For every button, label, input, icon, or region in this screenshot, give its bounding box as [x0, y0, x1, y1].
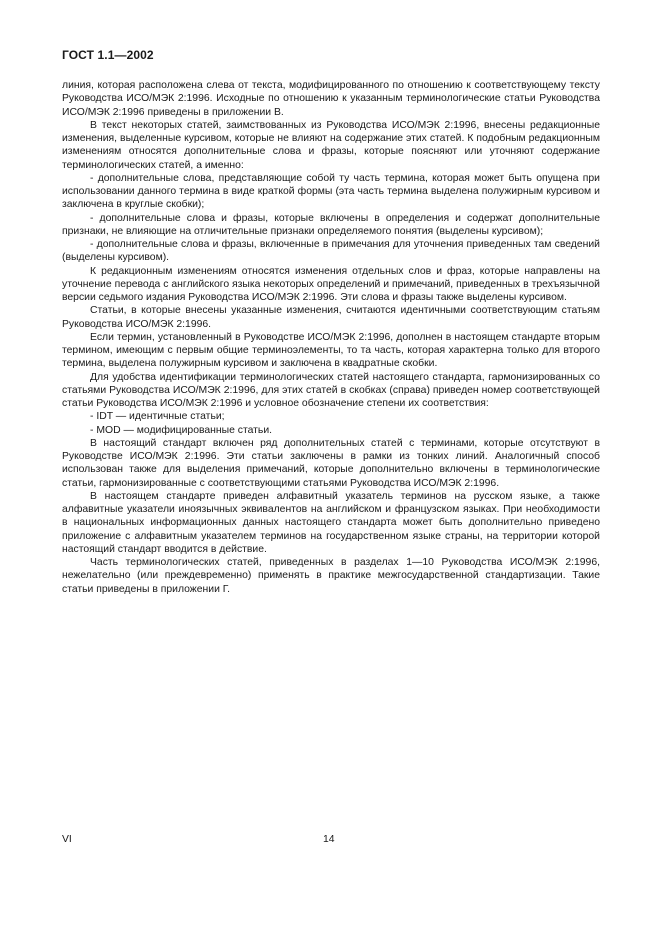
- paragraph: Если термин, установленный в Руководстве ИСО/МЭК 2:1996, дополнен в настоящем стандарте вторым термином, имеющим с первым общие терминоэлементы, то та часть, которая характерна только для второго термина, выделена полужирным курсивом и заключена в квадратные скобки.: [62, 331, 600, 370]
- paragraph: В настоящем стандарте приведен алфавитный указатель терминов на русском языке, а также алфавитные указатели иноязычных эквивалентов на английском и французском языках. При необходимости в национальных информационных данных настоящего стандарта может быть дополнительно приведено приложение с алфавитным указателем терминов на государственном языке страны, на территории которой настоящий стандарт вводится в действие.: [62, 490, 600, 555]
- list-item: - дополнительные слова, представляющие собой ту часть термина, которая может быть опущена при использовании данного термина в виде краткой формы (эта часть термина выделена полужирным курсивом и заключена в круглые скобки);: [62, 172, 600, 211]
- document-body: [62, 79, 600, 596]
- paragraph: Статьи, в которые внесены указанные изменения, считаются идентичными соответствующим статьям Руководства ИСО/МЭК 2:1996.: [62, 305, 600, 330]
- paragraph: В текст некоторых статей, заимствованных из Руководства ИСО/МЭК 2:1996, внесены редакционные изменения, выделенные курсивом, которые не влияют на содержание этих статей. К подобным редакционным изменениям относятся дополнительные слова и фразы, которые поясняют или уточняют содержание терминологических статей, а именно:: [62, 119, 600, 171]
- page-number: 14: [323, 834, 335, 845]
- list-item: - MOD — модифицированные статьи.: [90, 424, 273, 436]
- document-header: ГОСТ 1.1—2002: [62, 48, 154, 62]
- paragraph: Для удобства идентификации терминологических статей настоящего стандарта, гармонизированных со статьями Руководства ИСО/МЭК 2:1996, для этих статей в скобках (справа) приведен номер соответствующей статьи Руководства ИСО/МЭК 2:1996 и условное обозначение степени их соответствия:: [62, 371, 600, 409]
- list-item: - IDT — идентичные статьи;: [90, 411, 225, 423]
- paragraph: Часть терминологических статей, приведенных в разделах 1—10 Руководства ИСО/МЭК 2:1996, нежелательно (или преждевременно) применять в практике межгосударственной стандартизации. Такие статьи приведены в приложении Г.: [62, 557, 600, 595]
- list-item: - дополнительные слова и фразы, включенные в примечания для уточнения приведенных там сведений (выделены курсивом).: [62, 239, 600, 264]
- paragraph: В настоящий стандарт включен ряд дополнительных статей с терминами, которые отсутствуют в Руководстве ИСО/МЭК 2:1996. Эти статьи заключены в рамки из тонких линий. Аналогичный способ использован также для выделения примечаний, которые дополнительно включены в терминологические статьи, гармонизированные с соответствующими статьями Руководства ИСО/МЭК 2:1996.: [62, 437, 600, 489]
- list-item: - дополнительные слова и фразы, которые включены в определения и содержат дополнительные признаки, не влияющие на отличительные признаки определяемого понятия (выделены курсивом);: [62, 212, 600, 237]
- paragraph: линия, которая расположена слева от текста, модифицированного по отношению к соответствующему тексту Руководства ИСО/МЭК 2:1996. Исходные по отношению к указанным терминологические статьи Руководства ИСО/МЭК 2:1996 приведены в приложении В.: [62, 80, 600, 118]
- roman-page-number: VI: [62, 834, 72, 845]
- paragraph: К редакционным изменениям относятся изменения отдельных слов и фраз, которые направлены на уточнение перевода с английского языка некоторых определений и примечаний, приведенных в трехъязычной версии седьмого издания Руководства ИСО/МЭК 2:1996. Эти слова и фразы также выделены курсивом.: [62, 265, 600, 303]
